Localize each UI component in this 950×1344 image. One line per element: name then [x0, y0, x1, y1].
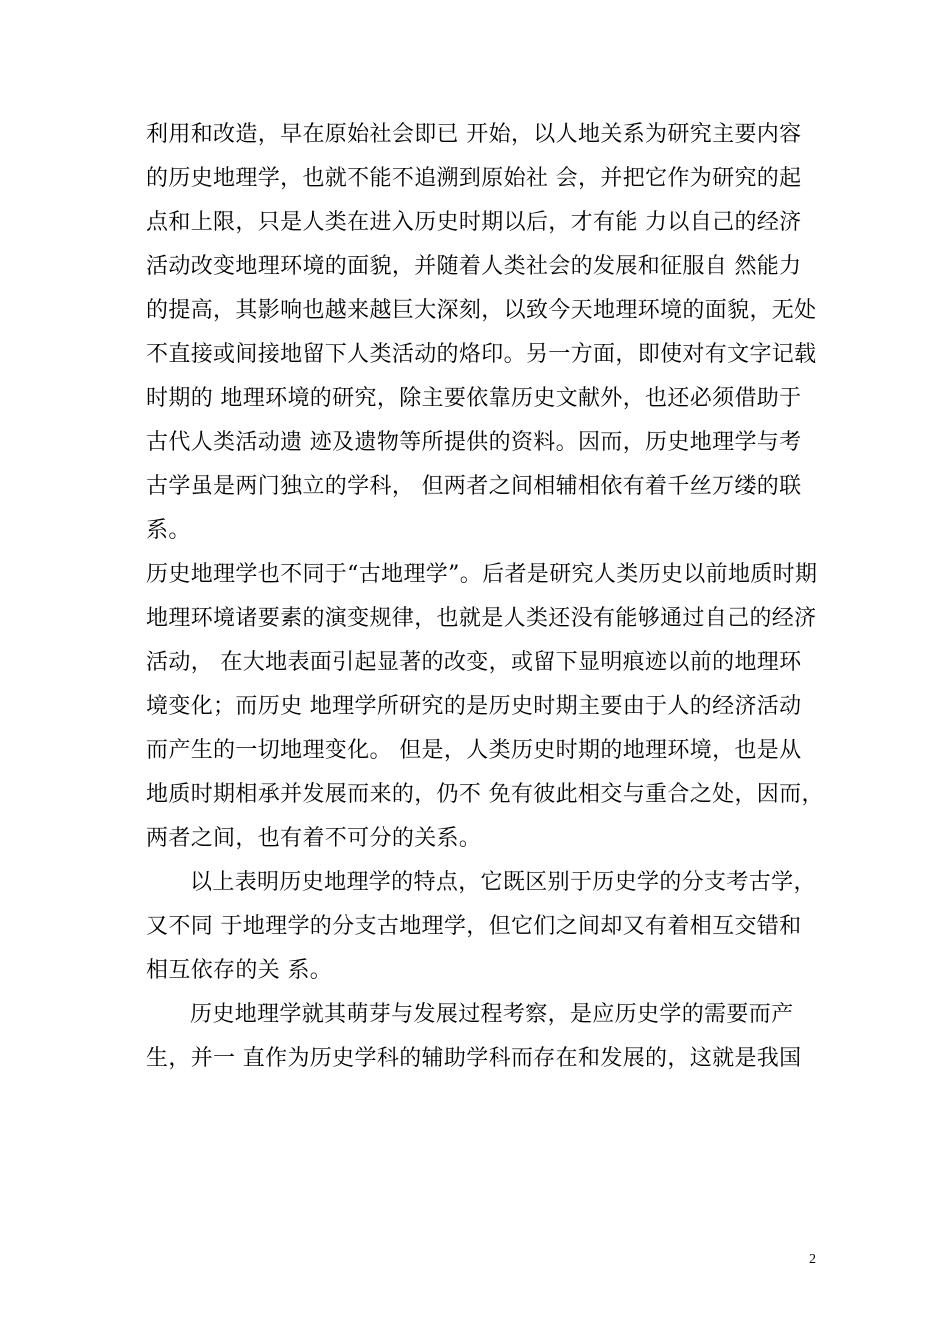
page-number: 2 — [809, 1252, 816, 1267]
body-text — [146, 113, 824, 1081]
text-line: 而产生的一切地理变化。 但是，人类历史时期的地理环境，也是从 — [146, 738, 802, 763]
text-line: 时期的 地理环境的研究，除主要依靠历史文献外，也还必须借助于 — [146, 386, 802, 411]
text-line: 地质时期相承并发展而来的，仍不 免有彼此相交与重合之处，因而， — [146, 782, 824, 807]
text-line: 系。 — [146, 518, 191, 543]
text-line: 利用和改造，早在原始社会即已 开始，以人地关系为研究主要内容 — [146, 122, 802, 147]
text-line: 的提高，其影响也越来越巨大深刻，以致今天地理环境的面貌，无处 — [146, 298, 817, 323]
text-line: 点和上限，只是人类在进入历史时期以后，才有能 力以自己的经济 — [146, 210, 802, 235]
text-line: 又不同 于地理学的分支古地理学，但它们之间却又有着相互交错和 — [146, 914, 802, 939]
text-line: 古代人类活动遗 迹及遗物等所提供的资料。因而，历史地理学与考 — [146, 430, 802, 455]
text-line: 的历史地理学，也就不能不追溯到原始社 会，并把它作为研究的起 — [146, 166, 802, 191]
text-line: 历史地理学就其萌芽与发展过程考察，是应历史学的需要而产 — [190, 1002, 794, 1027]
text-line: 古学虽是两门独立的学科， 但两者之间相辅相依有着千丝万缕的联 — [146, 474, 802, 499]
text-line: 活动改变地理环境的面貌，并随着人类社会的发展和征服自 然能力 — [146, 254, 802, 279]
text-line: 历史地理学也不同于“古地理学”。后者是研究人类历史以前地质时期 — [146, 562, 818, 587]
text-line: 两者之间，也有着不可分的关系。 — [146, 826, 482, 851]
text-line: 生，并一 直作为历史学科的辅助学科而存在和发展的，这就是我国 — [146, 1046, 802, 1071]
text-line: 地理环境诸要素的演变规律，也就是人类还没有能够通过自己的经济 — [146, 606, 817, 631]
text-line: 相互依存的关 系。 — [146, 958, 333, 983]
text-line: 以上表明历史地理学的特点，它既区别于历史学的分支考古学， — [190, 870, 816, 895]
text-line: 境变化；而历史 地理学所研究的是历史时期主要由于人的经济活动 — [146, 694, 802, 719]
text-line: 不直接或间接地留下人类活动的烙印。另一方面，即使对有文字记载 — [146, 342, 817, 367]
text-line: 活动， 在大地表面引起显著的改变，或留下显明痕迹以前的地理环 — [146, 650, 802, 675]
